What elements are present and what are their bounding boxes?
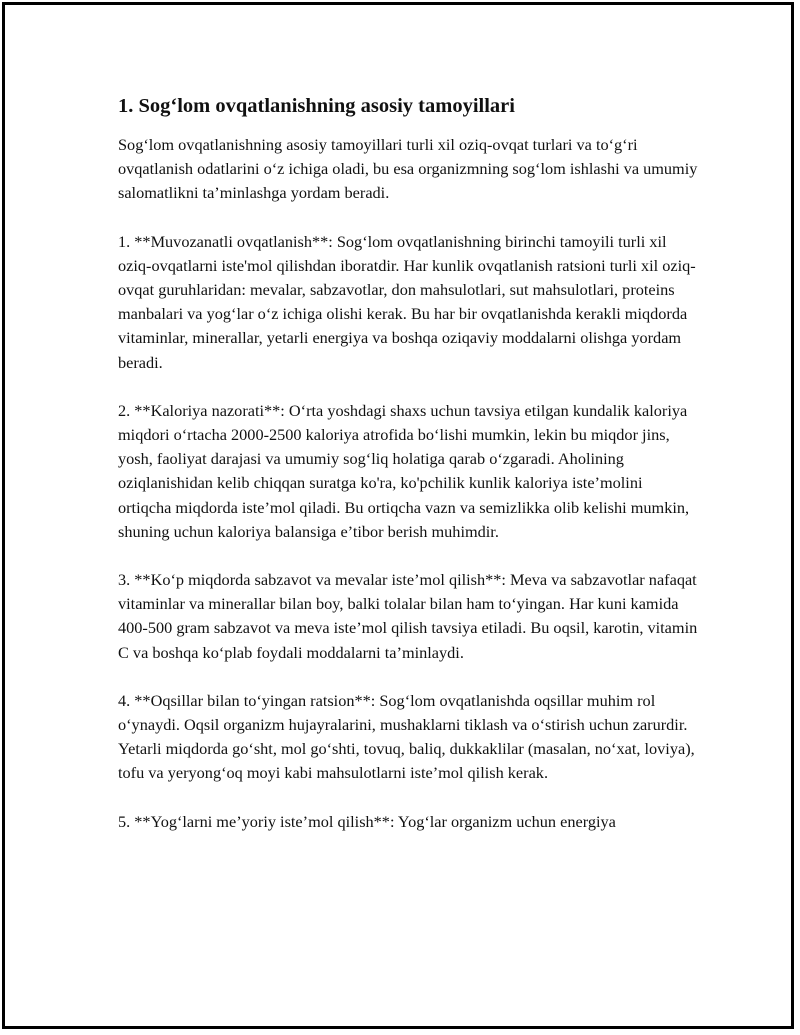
principle-fats: 5. **Yog‘larni me’yoriy iste’mol qilish**: Yog‘lar organizm uchun energiya (118, 811, 616, 831)
principle-protein-diet: 4. **Oqsillar bilan to‘yingan ratsion**: Sog‘lom ovqatlanishda oqsillar muhim rol o‘ynaydi. Oqsil organizm hujayralarini, mushaklarni tiklash va o‘stirish uchun zarurdir. Yetarli miqdorda go‘sht, mol go‘shti, tovuq, baliq, dukkaklilar (masalan, no‘xat, loviya), tofu va yeryong‘oq moyi kabi mahsulotlarni iste’mol qilish kerak. (118, 690, 695, 783)
intro-paragraph: Sog‘lom ovqatlanishning asosiy tamoyillari turli xil oziq-ovqat turlari va to‘g‘ri ovqatlanish odatlarini o‘z ichiga oladi, bu esa organizmning sog‘lom ishlashi va umumiy salomatlikni ta’minlashga yordam beradi. (118, 135, 698, 203)
principle-balanced-diet: 1. **Muvozanatli ovqatlanish**: Sog‘lom ovqatlanishning birinchi tamoyili turli xil oziq-ovqatlarni iste'mol qilishdan iboratdir. Har kunlik ovqatlanish ratsioni turli xil oziq-ovqat guruhlaridan: mevalar, sabzavotlar, don mahsulotlari, sut mahsulotlari, proteins manbalari va yog‘lar o‘z ichiga olishi kerak. Bu har bir ovqatlanishda kerakli miqdorda vitaminlar, minerallar, yetarli energiya va boshqa oziqaviy moddalarni olishga yordam beradi. (118, 231, 696, 372)
section-heading: 1. Sog‘lom ovqatlanishning asosiy tamoyillari (118, 95, 515, 117)
principle-vegetables-fruits: 3. **Ko‘p miqdorda sabzavot va mevalar iste’mol qilish**: Meva va sabzavotlar nafaqat vitaminlar va minerallar bilan boy, balki tolalar bilan ham to‘yingan. Har kuni kamida 400-500 gram sabzavot va meva iste’mol qilish tavsiya etiladi. Bu oqsil, karotin, vitamin C va boshqa ko‘plab foydali moddalarni ta’minlaydi. (118, 570, 698, 662)
document-body (118, 91, 698, 858)
principle-calorie-control: 2. **Kaloriya nazorati**: O‘rta yoshdagi shaxs uchun tavsiya etilgan kundalik kaloriya miqdori o‘rtacha 2000-2500 kaloriya atrofida bo‘lishi mumkin, lekin bu miqdor jins, yosh, faoliyat darajasi va umumiy sog‘liq holatiga qarab o‘zgaradi. Aholining oziqlanishidan kelib chiqqan suratga ko'ra, ko'pchilik kunlik kaloriya iste’molini ortiqcha miqdorda iste’mol qiladi. Bu ortiqcha vazn va semizlikka olib kelishi mumkin, shuning uchun kaloriya balansiga e’tibor berish muhimdir. (118, 400, 690, 541)
